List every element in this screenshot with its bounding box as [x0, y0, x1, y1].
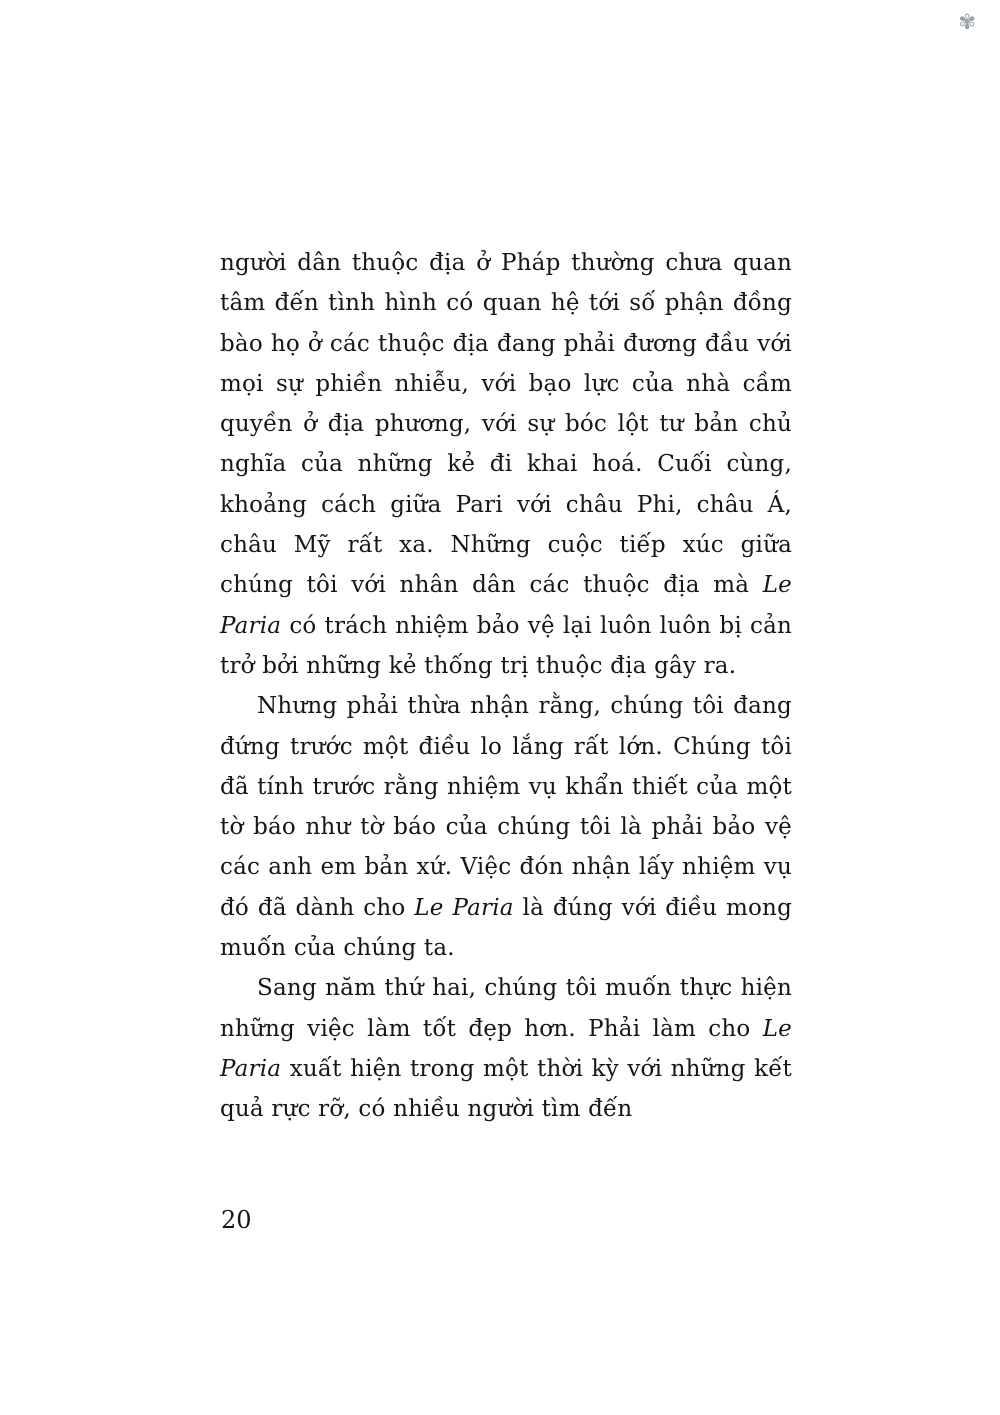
paragraph-text: có trách nhiệm bảo vệ lại luôn luôn bị cản trở bởi những kẻ thống trị thuộc địa gây ra. — [220, 612, 792, 679]
paragraph — [220, 686, 792, 968]
paragraph-text: người dân thuộc địa ở Pháp thường chưa quan tâm đến tình hình có quan hệ tới số phận đồng bào họ ở các thuộc địa đang phải đương đầu với mọi sự phiền nhiễu, với bạo lực của nhà cầm quyền ở địa phương, với sự bóc lột tư bản chủ nghĩa của những kẻ đi khai hoá. Cuối cùng, khoảng cách giữa Pari với châu Phi, châu Á, châu Mỹ rất xa. Những cuộc tiếp xúc giữa chúng tôi với nhân dân các thuộc địa mà — [220, 250, 792, 599]
paragraph-text: Nhưng phải thừa nhận rằng, chúng tôi đang đứng trước một điều lo lắng rất lớn. Chúng tôi đã tính trước rằng nhiệm vụ khẩn thiết của một tờ báo như tờ báo của chúng tôi là phải bảo vệ các anh em bản xứ. Việc đón nhận lấy nhiệm vụ đó đã dành cho — [220, 693, 792, 921]
paragraph — [220, 243, 792, 686]
italic-title-le-paria: Le Paria — [414, 894, 514, 921]
body-text-block — [220, 243, 792, 1130]
paragraph — [220, 968, 792, 1129]
flower-ornament-icon: ✾ — [958, 10, 976, 34]
paragraph-text: xuất hiện trong một thời kỳ với những kết quả rực rỡ, có nhiều người tìm đến — [220, 1055, 792, 1123]
italic-title-le-paria: Le Paria — [220, 572, 792, 639]
page-number: 20 — [221, 1206, 252, 1234]
paragraph-text: là đúng với điều mong muốn của chúng ta. — [220, 894, 792, 962]
paragraph-text: Sang năm thứ hai, chúng tôi muốn thực hiện những việc làm tốt đẹp hơn. Phải làm cho — [220, 975, 792, 1042]
italic-title-le-paria: Le Paria — [220, 1015, 792, 1082]
